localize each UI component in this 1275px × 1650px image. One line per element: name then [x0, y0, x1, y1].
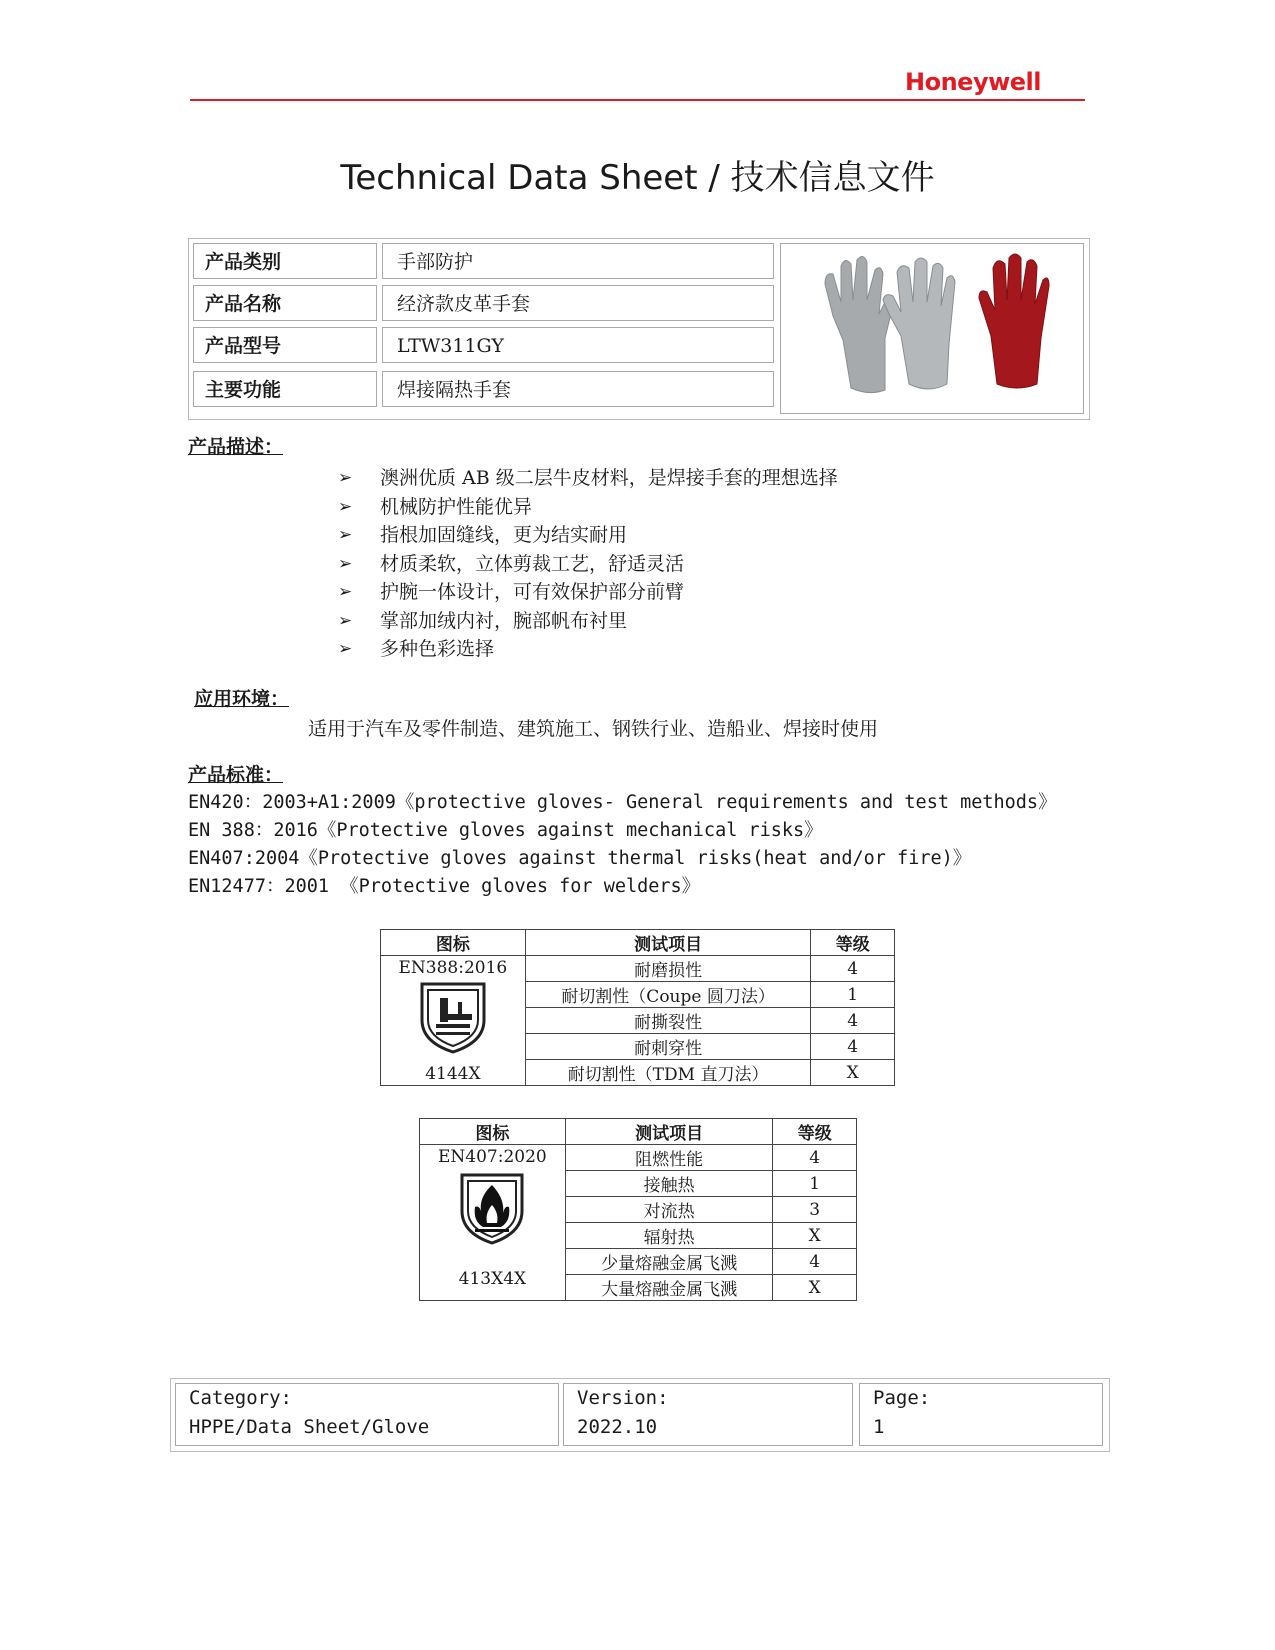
standard-line: EN 388：2016《Protective gloves against mechanical risks》 [188, 820, 823, 841]
column-header: 测试项目 [525, 930, 811, 956]
footer-category-value: HPPE/Data Sheet/Glove [189, 1416, 430, 1438]
footer-version-label: Version: [577, 1387, 669, 1409]
grade: X [773, 1275, 857, 1301]
arrow-bullet-icon: ➢ [338, 553, 353, 574]
standard-line: EN12477：2001 《Protective gloves for welders》 [188, 876, 701, 897]
description-list [338, 464, 838, 664]
icon-cell [420, 1145, 566, 1301]
info-value: 手部防护 [382, 243, 774, 279]
arrow-bullet-icon: ➢ [338, 525, 353, 545]
header-rule [190, 99, 1085, 101]
list-item: ➢ 材质柔软，立体剪裁工艺，舒适灵活 [338, 550, 838, 579]
grade: 4 [773, 1145, 857, 1171]
list-item: ➢ 掌部加绒内衬，腕部帆布衬里 [338, 607, 838, 636]
info-value: LTW311GY [382, 327, 774, 363]
table-row [381, 956, 895, 982]
en407-rating-table [419, 1118, 857, 1301]
standards-heading: 产品标准： [188, 764, 284, 786]
standard-line: EN407:2004《Protective gloves against thermal risks(heat and/or fire)》 [188, 848, 972, 869]
info-key: 主要功能 [193, 371, 377, 407]
standard-code: EN388:2016 [398, 958, 508, 978]
standard-code: EN407:2020 [438, 1147, 547, 1167]
environment-heading: 应用环境： [194, 688, 290, 710]
footer-category-cell [175, 1383, 559, 1446]
info-key: 产品型号 [193, 327, 377, 363]
test-item: 耐磨损性 [525, 956, 811, 982]
page-title: Technical Data Sheet / 技术信息文件 [340, 158, 935, 198]
flame-icon [459, 1171, 525, 1245]
test-item: 耐切割性（TDM 直刀法） [525, 1060, 811, 1086]
test-item: 耐切割性（Coupe 圆刀法） [525, 982, 811, 1008]
list-item: ➢ 澳洲优质 AB 级二层牛皮材料，是焊接手套的理想选择 [338, 464, 838, 493]
arrow-bullet-icon: ➢ [338, 639, 353, 659]
grade: 1 [811, 982, 895, 1008]
column-header: 测试项目 [565, 1119, 773, 1145]
standard-line: EN420：2003+A1:2009《protective gloves- General requirements and test methods》 [188, 792, 1057, 813]
list-item: ➢ 机械防护性能优异 [338, 493, 838, 522]
info-key: 产品类别 [193, 243, 377, 279]
footer-page-value: 1 [873, 1416, 885, 1438]
footer-category-label: Category: [189, 1387, 292, 1409]
list-item: ➢ 护腕一体设计，可有效保护部分前臂 [338, 578, 838, 607]
red-glove-icon [979, 254, 1049, 388]
footer-page-cell [859, 1383, 1103, 1446]
grey-glove-icon [825, 256, 893, 392]
column-header: 等级 [811, 930, 895, 956]
footer-table [170, 1378, 1110, 1452]
test-item: 大量熔融金属飞溅 [565, 1275, 773, 1301]
arrow-bullet-icon: ➢ [338, 468, 353, 488]
list-item: ➢ 多种色彩选择 [338, 635, 838, 664]
test-item: 阻燃性能 [565, 1145, 773, 1171]
en388-rating-table [380, 929, 895, 1086]
table-header-row [381, 930, 895, 956]
grade: 3 [773, 1197, 857, 1223]
column-header: 图标 [381, 930, 526, 956]
product-info-table [188, 238, 1090, 420]
test-item: 耐刺穿性 [525, 1034, 811, 1060]
arrow-bullet-icon: ➢ [338, 582, 353, 602]
test-item: 辐射热 [565, 1223, 773, 1249]
test-item: 少量熔融金属飞溅 [565, 1249, 773, 1275]
footer-page-label: Page: [873, 1387, 931, 1409]
test-item: 接触热 [565, 1171, 773, 1197]
mechanical-hazard-icon [418, 980, 488, 1054]
footer-version-value: 2022.10 [577, 1416, 658, 1438]
test-item: 耐撕裂性 [525, 1008, 811, 1034]
list-item: ➢ 指根加固缝线，更为结实耐用 [338, 521, 838, 550]
icon-cell [381, 956, 526, 1086]
test-item: 对流热 [565, 1197, 773, 1223]
grade: 4 [811, 1034, 895, 1060]
arrow-bullet-icon: ➢ [338, 610, 353, 631]
info-key: 产品名称 [193, 285, 377, 321]
rating-code: 413X4X [458, 1269, 527, 1289]
info-value: 经济款皮革手套 [382, 285, 774, 321]
grade: 4 [811, 1008, 895, 1034]
table-header-row [420, 1119, 857, 1145]
product-image [781, 244, 1083, 413]
environment-text: 适用于汽车及零件制造、建筑施工、钢铁行业、造船业、焊接时使用 [308, 718, 879, 740]
grade: X [811, 1060, 895, 1086]
info-value: 焊接隔热手套 [382, 371, 774, 407]
grade: 4 [773, 1249, 857, 1275]
column-header: 等级 [773, 1119, 857, 1145]
product-image-cell [780, 243, 1084, 414]
column-header: 图标 [420, 1119, 566, 1145]
arrow-bullet-icon: ➢ [338, 496, 353, 517]
description-heading: 产品描述： [188, 436, 284, 458]
grey-glove-icon [883, 258, 955, 389]
footer-version-cell [563, 1383, 853, 1446]
grade: 4 [811, 956, 895, 982]
table-row [420, 1145, 857, 1171]
rating-code: 4144X [425, 1064, 481, 1084]
grade: 1 [773, 1171, 857, 1197]
grade: X [773, 1223, 857, 1249]
honeywell-logo: Honeywell [905, 68, 1041, 96]
